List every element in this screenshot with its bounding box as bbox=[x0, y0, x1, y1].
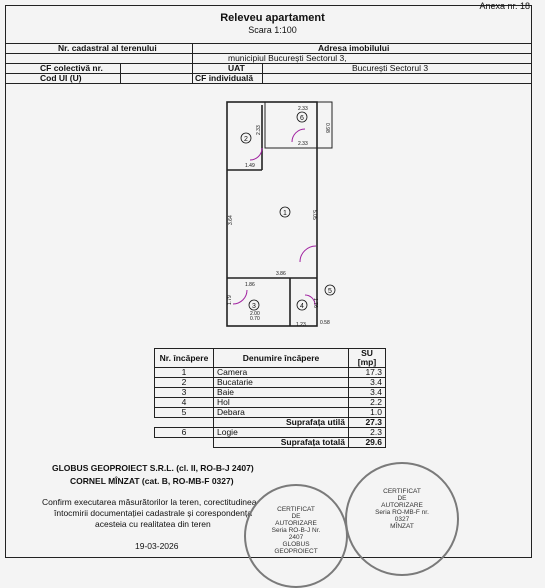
outer-wall bbox=[227, 102, 317, 326]
confirm-line-1: Confirm executarea măsurătorilor la teren, corectitudinea bbox=[42, 497, 257, 507]
document-date: 19-03-2026 bbox=[135, 541, 179, 551]
room-number-6: 6 bbox=[300, 115, 304, 122]
dim-label: 0.58 bbox=[320, 320, 330, 326]
col-header-su: SU [mp] bbox=[349, 349, 386, 368]
dim-label: 1.23 bbox=[296, 322, 306, 328]
dim-label: 2.33 bbox=[298, 106, 308, 112]
dim-label: 2.33 bbox=[256, 125, 262, 135]
useful-area-row: Suprafața utilă 27.3 bbox=[155, 418, 386, 428]
dim-label: 2.33 bbox=[298, 141, 308, 147]
confirm-line-2: întocmirii documentației cadastrale și corespondența bbox=[54, 508, 252, 518]
table-row: 3 Baie 3.4 bbox=[155, 388, 386, 398]
table-row: 6 Logie 2.3 bbox=[155, 428, 386, 438]
room-number-1: 1 bbox=[283, 210, 287, 217]
confirm-line-3: acesteia cu realitatea din teren bbox=[95, 519, 211, 529]
door-bath bbox=[233, 290, 247, 304]
table-row: 5 Debara 1.0 bbox=[155, 408, 386, 418]
dim-label: 1.79 bbox=[227, 295, 233, 305]
dim-label: 2.00 bbox=[250, 311, 260, 317]
col-header-name: Denumire încăpere bbox=[214, 349, 349, 368]
dim-label: 0.70 bbox=[250, 316, 260, 322]
company-line-1: GLOBUS GEOPROIECT S.R.L. (cl. II, RO-B-J 2407) bbox=[52, 463, 254, 473]
room-number-5: 5 bbox=[328, 288, 332, 295]
address-label: Adresa imobilului bbox=[318, 43, 390, 53]
room-number-3: 3 bbox=[252, 303, 256, 310]
dim-label: 1.86 bbox=[245, 282, 255, 288]
col-header-nr: Nr. încăpere bbox=[155, 349, 214, 368]
address-value: municipiul București Sectorul 3, bbox=[228, 53, 347, 63]
dim-label: 1.76 bbox=[312, 298, 318, 308]
authorization-stamp-person: CERTIFICAT DE AUTORIZARE Seria RO-MB-F nr. 0327 MÎNZAT bbox=[345, 462, 459, 576]
company-line-2: CORNEL MÎNZAT (cat. B, RO-MB-F 0327) bbox=[70, 476, 234, 486]
room-number-4: 4 bbox=[300, 303, 304, 310]
scale-label: Scara 1:100 bbox=[248, 25, 297, 35]
annex-number: Anexa nr. 18 bbox=[479, 1, 530, 11]
cod-ui-label: Cod UI (U) bbox=[40, 73, 82, 83]
cadastral-label: Nr. cadastral al terenului bbox=[58, 43, 157, 53]
dim-label: 3.86 bbox=[276, 271, 286, 277]
total-area-row: Suprafața totală 29.6 bbox=[155, 438, 386, 448]
authorization-stamp-company: CERTIFICAT DE AUTORIZARE Seria RO-B-J Nr. 2407 GLOBUS GEOPROIECT bbox=[244, 484, 348, 588]
door-room bbox=[300, 246, 316, 262]
door-kitchen bbox=[250, 148, 262, 160]
cf-colectiva-label: CF colectivă nr. bbox=[40, 63, 103, 73]
uat-value: București Sectorul 3 bbox=[352, 63, 429, 73]
rooms-table bbox=[154, 348, 386, 448]
table-row: 2 Bucatarie 3.4 bbox=[155, 378, 386, 388]
dim-label: 3.64 bbox=[228, 215, 234, 225]
room-number-2: 2 bbox=[244, 136, 248, 143]
dim-label: 5.05 bbox=[311, 210, 317, 220]
table-row: 4 Hol 2.2 bbox=[155, 398, 386, 408]
dim-label: 0.98 bbox=[324, 123, 330, 133]
uat-label: UAT bbox=[228, 63, 245, 73]
table-row: 1 Camera 17.3 bbox=[155, 368, 386, 378]
dim-label: 1.49 bbox=[245, 163, 255, 169]
cf-individuala-label: CF individuală bbox=[195, 73, 254, 83]
document-title: Releveu apartament bbox=[220, 12, 325, 24]
